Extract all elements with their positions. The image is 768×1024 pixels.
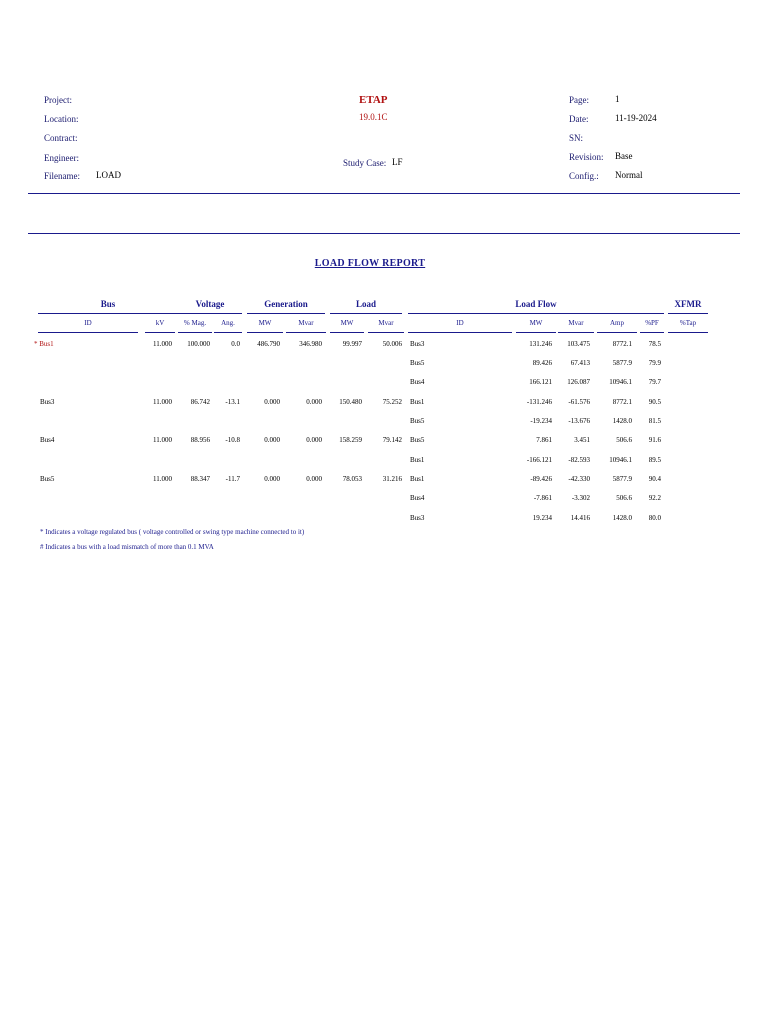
cell-gen-mvar: 0.000 <box>306 398 322 406</box>
project-label: Project: <box>44 95 72 105</box>
group-line-load-flow <box>408 313 664 314</box>
cell-lf-mvar: 3.451 <box>574 436 590 444</box>
location-label: Location: <box>44 114 79 124</box>
cell-amp: 8772.1 <box>612 398 632 406</box>
group-generation: Generation <box>264 299 308 309</box>
cell-lf-mw: -131.246 <box>526 398 552 406</box>
cell-lf-id: Bus1 <box>410 456 425 464</box>
cell-pf: 79.7 <box>648 378 661 386</box>
app-name: ETAP <box>359 94 388 106</box>
cell-ang: -11.7 <box>225 475 240 483</box>
cell-kv: 11.000 <box>153 475 172 483</box>
table-row <box>0 456 768 468</box>
col-load-mvar: Mvar <box>378 319 394 327</box>
cell-gen-mvar: 0.000 <box>306 475 322 483</box>
cell-ang: -10.8 <box>225 436 240 444</box>
cell-gen-mw: 0.000 <box>264 436 280 444</box>
cell-bus-id: * Bus1 <box>34 340 54 348</box>
cell-gen-mw: 0.000 <box>264 475 280 483</box>
cell-lf-mw: -7.861 <box>533 494 552 502</box>
col-amp: Amp <box>610 319 624 327</box>
filename-value: LOAD <box>96 170 121 180</box>
cell-amp: 1428.0 <box>612 417 632 425</box>
cell-load-mvar: 50.006 <box>382 340 402 348</box>
col-lf-id: ID <box>456 319 464 327</box>
sub-line-lf-mw <box>516 332 556 333</box>
table-row <box>0 398 768 410</box>
group-load: Load <box>355 299 376 309</box>
cell-bus-id: Bus3 <box>40 398 55 406</box>
sub-line-id <box>38 332 138 333</box>
date-value: 11-19-2024 <box>615 113 657 123</box>
cell-lf-id: Bus4 <box>410 378 425 386</box>
footnote-load-mismatch: # Indicates a bus with a load mismatch of more than 0.1 MVA <box>40 543 214 551</box>
table-row <box>0 359 768 371</box>
sub-line-lf-mvar <box>558 332 594 333</box>
cell-bus-id: Bus4 <box>40 436 55 444</box>
cell-lf-id: Bus5 <box>410 417 425 425</box>
cell-mag: 100.000 <box>187 340 210 348</box>
col-lf-mw: MW <box>529 319 543 327</box>
cell-lf-id: Bus5 <box>410 359 425 367</box>
cell-ang: 0.0 <box>231 340 240 348</box>
cell-load-mw: 99.997 <box>342 340 362 348</box>
contract-label: Contract: <box>44 133 78 143</box>
cell-lf-mvar: -82.593 <box>568 456 590 464</box>
sub-line-kv <box>145 332 175 333</box>
col-pf: %PF <box>645 319 659 327</box>
cell-lf-mvar: -61.576 <box>568 398 590 406</box>
cell-lf-mw: 89.426 <box>532 359 552 367</box>
cell-ang: -13.1 <box>225 398 240 406</box>
sub-line-tap <box>668 332 708 333</box>
cell-lf-mw: -19.234 <box>530 417 552 425</box>
table-row <box>0 475 768 487</box>
cell-lf-mvar: 67.413 <box>570 359 590 367</box>
cell-pf: 81.5 <box>648 417 661 425</box>
study-case-value: LF <box>392 157 403 167</box>
col-ang: Ang. <box>221 319 235 327</box>
cell-lf-mw: 19.234 <box>532 514 552 522</box>
cell-lf-mvar: 103.475 <box>567 340 590 348</box>
filename-label: Filename: <box>44 171 80 181</box>
cell-gen-mw: 486.790 <box>257 340 280 348</box>
cell-amp: 1428.0 <box>612 514 632 522</box>
col-id: ID <box>84 319 92 327</box>
sub-line-pf <box>640 332 664 333</box>
col-kv: kV <box>155 319 165 327</box>
cell-pf: 89.5 <box>648 456 661 464</box>
cell-pf: 79.9 <box>648 359 661 367</box>
cell-lf-mw: 166.121 <box>529 378 552 386</box>
sub-line-load-mw <box>330 332 364 333</box>
cell-load-mvar: 31.216 <box>382 475 402 483</box>
cell-gen-mw: 0.000 <box>264 398 280 406</box>
cell-lf-id: Bus1 <box>410 398 425 406</box>
group-line-bus <box>38 313 178 314</box>
table-row <box>0 494 768 506</box>
cell-load-mw: 78.053 <box>342 475 362 483</box>
cell-lf-mw: 131.246 <box>529 340 552 348</box>
cell-lf-mvar: -3.302 <box>571 494 590 502</box>
group-line-generation <box>247 313 325 314</box>
cell-amp: 10946.1 <box>609 378 632 386</box>
cell-gen-mvar: 0.000 <box>306 436 322 444</box>
cell-kv: 11.000 <box>153 398 172 406</box>
sub-line-amp <box>597 332 637 333</box>
config-label: Config.: <box>569 171 599 181</box>
cell-lf-id: Bus3 <box>410 340 425 348</box>
cell-amp: 506.6 <box>616 436 632 444</box>
sub-line-mag <box>178 332 212 333</box>
cell-lf-id: Bus1 <box>410 475 425 483</box>
group-line-voltage <box>178 313 242 314</box>
cell-kv: 11.000 <box>153 340 172 348</box>
cell-amp: 8772.1 <box>612 340 632 348</box>
cell-mag: 86.742 <box>190 398 210 406</box>
sub-line-gen-mw <box>247 332 283 333</box>
cell-mag: 88.956 <box>190 436 210 444</box>
header-rule-top <box>28 193 740 194</box>
group-voltage: Voltage <box>195 299 225 309</box>
sub-line-ang <box>214 332 242 333</box>
page-label: Page: <box>569 95 589 105</box>
engineer-label: Engineer: <box>44 153 79 163</box>
report-title: LOAD FLOW REPORT <box>314 258 426 269</box>
config-value: Normal <box>615 170 643 180</box>
header-rule-bottom <box>28 233 740 234</box>
cell-lf-id: Bus3 <box>410 514 425 522</box>
cell-load-mw: 150.480 <box>339 398 362 406</box>
sn-label: SN: <box>569 133 584 143</box>
group-bus: Bus <box>100 299 116 309</box>
revision-label: Revision: <box>569 152 604 162</box>
page-value: 1 <box>615 94 620 104</box>
cell-lf-mvar: -42.330 <box>568 475 590 483</box>
col-gen-mvar: Mvar <box>298 319 314 327</box>
cell-amp: 5877.9 <box>612 359 632 367</box>
cell-gen-mvar: 346.980 <box>299 340 322 348</box>
cell-amp: 10946.1 <box>609 456 632 464</box>
col-load-mw: MW <box>340 319 354 327</box>
col-gen-mw: MW <box>258 319 272 327</box>
cell-mag: 88.347 <box>190 475 210 483</box>
sub-line-load-mvar <box>368 332 404 333</box>
sub-line-lf-id <box>408 332 512 333</box>
table-row <box>0 378 768 390</box>
table-row <box>0 436 768 448</box>
cell-amp: 5877.9 <box>612 475 632 483</box>
cell-pf: 91.6 <box>648 436 661 444</box>
cell-pf: 90.5 <box>648 398 661 406</box>
col-lf-mvar: Mvar <box>568 319 584 327</box>
cell-lf-mvar: 126.087 <box>567 378 590 386</box>
cell-pf: 92.2 <box>648 494 661 502</box>
cell-amp: 506.6 <box>616 494 632 502</box>
date-label: Date: <box>569 114 589 124</box>
group-line-xfmr <box>668 313 708 314</box>
cell-kv: 11.000 <box>153 436 172 444</box>
cell-load-mvar: 75.252 <box>382 398 402 406</box>
cell-pf: 90.4 <box>648 475 661 483</box>
cell-bus-id: Bus5 <box>40 475 55 483</box>
cell-lf-id: Bus5 <box>410 436 425 444</box>
group-load-flow: Load Flow <box>515 299 557 309</box>
cell-lf-mvar: 14.416 <box>570 514 590 522</box>
cell-load-mw: 158.259 <box>339 436 362 444</box>
group-xfmr: XFMR <box>674 299 702 309</box>
cell-load-mvar: 79.142 <box>382 436 402 444</box>
sub-line-gen-mvar <box>286 332 326 333</box>
table-row <box>0 514 768 526</box>
study-case-label: Study Case: <box>343 158 387 168</box>
table-row <box>0 340 768 352</box>
cell-lf-mw: -89.426 <box>530 475 552 483</box>
group-line-load <box>330 313 402 314</box>
footnote-voltage-regulated: * Indicates a voltage regulated bus ( voltage controlled or swing type machine connected to it) <box>40 528 305 536</box>
col-mag: % Mag. <box>183 319 207 327</box>
cell-pf: 78.5 <box>648 340 661 348</box>
cell-pf: 80.0 <box>648 514 661 522</box>
app-version: 19.0.1C <box>359 112 388 122</box>
cell-lf-mw: 7.861 <box>536 436 552 444</box>
cell-lf-mvar: -13.676 <box>568 417 590 425</box>
col-tap: %Tap <box>679 319 697 327</box>
cell-lf-mw: -166.121 <box>526 456 552 464</box>
revision-value: Base <box>615 151 633 161</box>
cell-lf-id: Bus4 <box>410 494 425 502</box>
table-row <box>0 417 768 429</box>
